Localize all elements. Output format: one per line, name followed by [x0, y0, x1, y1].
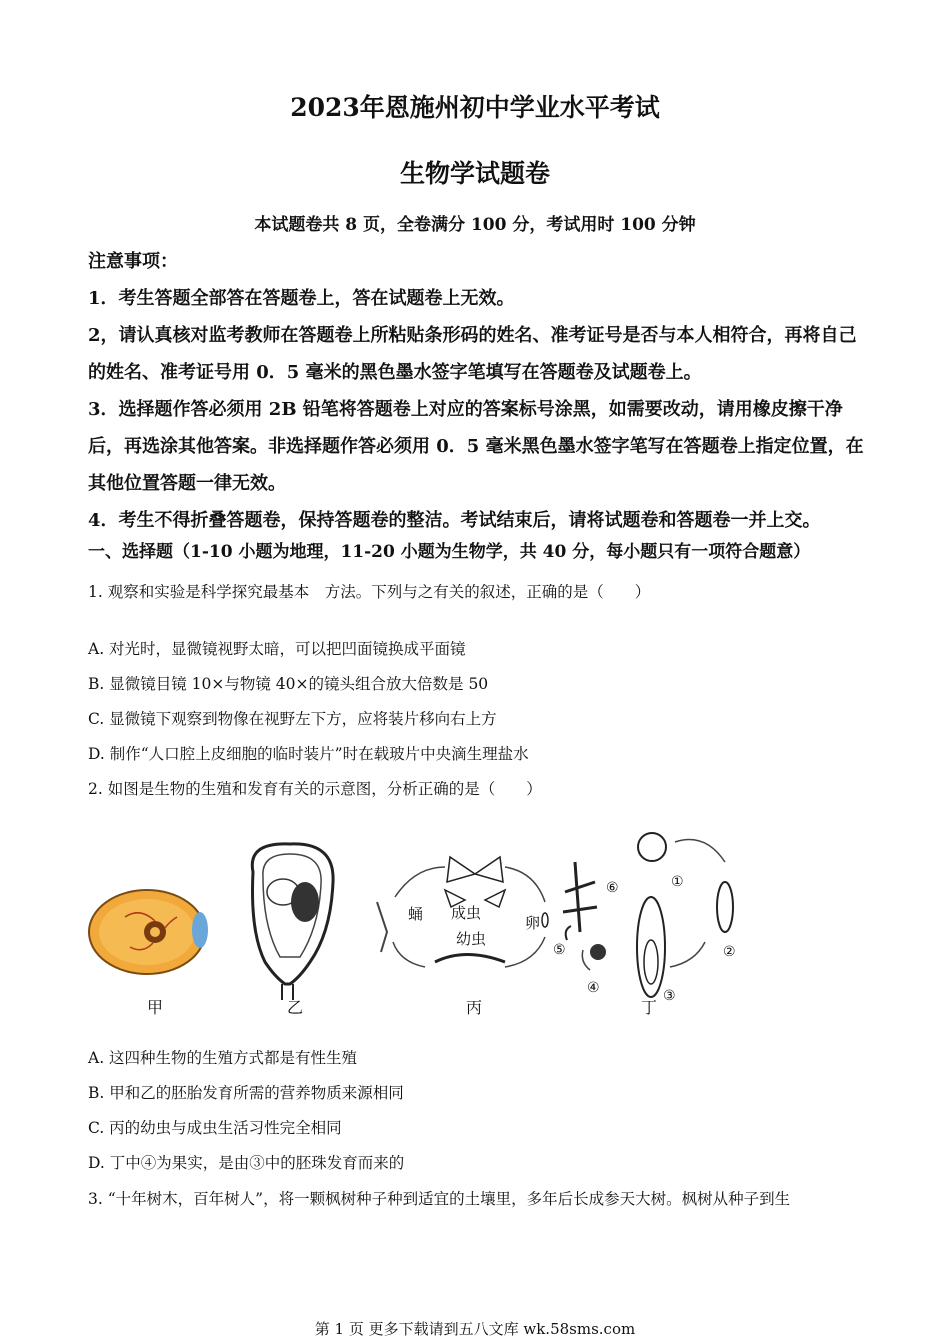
notice-item-3: 3．选择题作答必须用 2B 铅笔将答题卷上对应的答案标号涂黑，如需要改动，请用橡皮擦干净后，再选涂其他答案。非选择题作答必须用 0．5 毫米黑色墨水签字笔写在答题卷上指定位置，在其他位置答题一律无效。 [88, 399, 864, 494]
exam-subtitle: 生物学试题卷 [399, 159, 550, 188]
notice-item-1: 1．考生答题全部答在答题卷上，答在试题卷上无效。 [88, 288, 515, 309]
figure-label-yi: 乙 [287, 998, 304, 1017]
notice-item-4: 4．考生不得折叠答题卷，保持答题卷的整洁。考试结束后，请将试题卷和答题卷一并上交。 [88, 510, 821, 531]
q1-option-b: B. 显微镜目镜 10×与物镜 40×的镜头组合放大倍数是 50 [88, 675, 489, 693]
figure-label-bing: 丙 [466, 998, 483, 1017]
q2-option-b: B. 甲和乙的胚胎发育所需的营养物质来源相同 [88, 1084, 404, 1102]
plant-num-1: ① [671, 874, 684, 890]
q1-option-c: C. 显微镜下观察到物像在视野左下方，应将装片移向右上方 [88, 710, 497, 728]
figure-label-jia: 甲 [147, 998, 164, 1017]
q3-stem: 3. “十年树木，百年树人”，将一颗枫树种子种到适宜的土壤里，多年后长成参天大树。枫树从种子到生 [88, 1190, 791, 1208]
section-heading: 一、选择题（1-10 小题为地理，11-20 小题为生物学，共 40 分，每小题只有一项符合题意） [88, 542, 811, 562]
page-footer: 第 1 页 更多下载请到五八文库 wk.58sms.com [314, 1320, 636, 1338]
q2-option-a: A. 这四种生物的生殖方式都是有性生殖 [88, 1049, 358, 1067]
reproduction-figure [85, 822, 775, 1022]
figure-label-ding: 丁 [641, 998, 658, 1017]
q1-option-a: A. 对光时，显微镜视野太暗，可以把凹面镜换成平面镜 [88, 640, 466, 658]
plant-num-5: ⑤ [553, 942, 566, 958]
q1-option-d: D. 制作“人口腔上皮细胞的临时装片”时在载玻片中央滴生理盐水 [88, 745, 529, 763]
notice-item-2: 2，请认真核对监考教师在答题卷上所粘贴条形码的姓名、准考证号是否与本人相符合，再将自己的姓名、准考证号用 0．5 毫米的黑色墨水签字笔填写在答题卷及试题卷上。 [88, 325, 857, 383]
stage-label-larva: 幼虫 [456, 930, 487, 948]
notice-block [88, 243, 868, 539]
stage-label-pupa: 蛹 [406, 906, 424, 921]
q2-stem: 2. 如图是生物的生殖和发育有关的示意图，分析正确的是（ ） [88, 780, 542, 798]
stage-label-egg: 卵 [525, 914, 541, 932]
plant-cycle-illustration [563, 833, 733, 997]
egg-illustration [89, 890, 208, 974]
plant-num-2: ② [723, 944, 736, 960]
plant-num-6: ⑥ [606, 880, 619, 896]
exam-title: 2023年恩施州初中学业水平考试 [290, 93, 660, 122]
plant-num-4: ④ [587, 980, 600, 996]
q1-stem: 1. 观察和实验是科学探究最基本 方法。下列与之有关的叙述，正确的是（ ） [88, 583, 651, 601]
notice-heading: 注意事项： [88, 251, 178, 272]
q2-option-c: C. 丙的幼虫与成虫生活习性完全相同 [88, 1119, 342, 1137]
q2-option-d: D. 丁中④为果实，是由③中的胚珠发育而来的 [88, 1154, 405, 1172]
stage-label-adult: 成虫 [451, 904, 482, 922]
uterus-illustration [252, 844, 333, 1000]
plant-num-3: ③ [663, 988, 676, 1004]
exam-info: 本试题卷共 8 页，全卷满分 100 分，考试用时 100 分钟 [254, 215, 696, 235]
